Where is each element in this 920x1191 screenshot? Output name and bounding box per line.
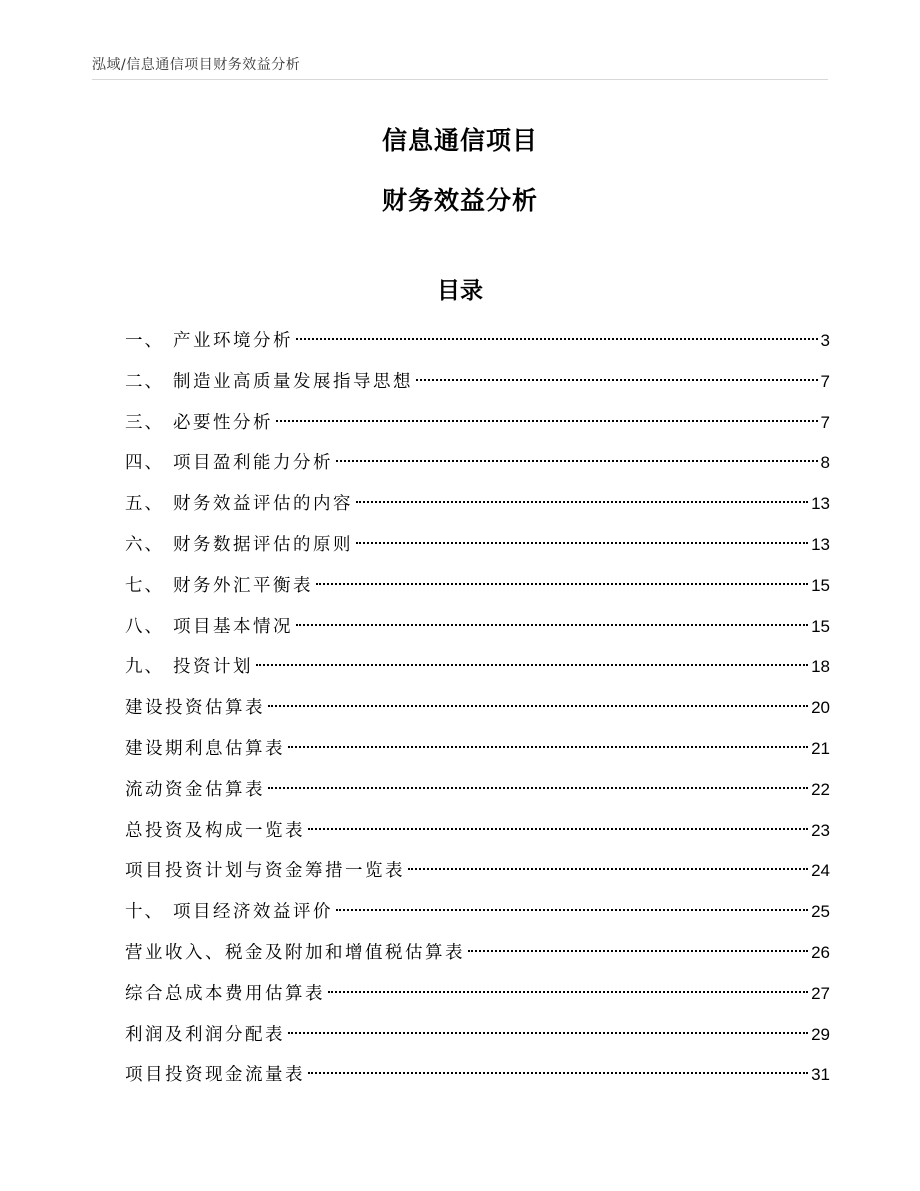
toc-entry-label: 必要性分析 — [173, 412, 273, 433]
toc-entry-label: 项目投资计划与资金筹措一览表 — [125, 861, 405, 882]
toc-dot-leader — [288, 746, 808, 748]
toc-entry[interactable] — [125, 647, 830, 688]
toc-entry-number: 四、 — [125, 453, 164, 474]
toc-entry[interactable] — [125, 892, 830, 933]
toc-dot-leader — [356, 501, 808, 503]
toc-entry-number: 九、 — [125, 657, 164, 678]
toc-dot-leader — [268, 787, 808, 789]
toc-entry-page: 29 — [811, 1024, 830, 1044]
toc-entry-number: 二、 — [125, 371, 164, 392]
toc-entry-page: 31 — [811, 1065, 830, 1085]
toc-dot-leader — [416, 379, 818, 381]
toc-entry-page: 15 — [811, 616, 830, 636]
toc-entry-page: 20 — [811, 698, 830, 718]
toc-entry[interactable] — [125, 770, 830, 811]
document-title-line-1: 信息通信项目 — [381, 126, 538, 155]
toc-entry-label: 流动资金估算表 — [125, 779, 265, 800]
toc-dot-leader — [288, 1032, 808, 1034]
toc-entry-label: 产业环境分析 — [173, 331, 293, 351]
table-of-contents — [125, 321, 830, 1096]
toc-entry[interactable] — [125, 933, 830, 974]
toc-entry-label: 营业收入、税金及附加和增值税估算表 — [125, 942, 465, 963]
toc-entry-page: 27 — [811, 983, 830, 1003]
toc-entry[interactable] — [125, 525, 830, 566]
toc-entry[interactable] — [125, 851, 830, 892]
toc-entry-label: 财务数据评估的原则 — [173, 534, 353, 555]
toc-entry-page: 26 — [811, 942, 830, 962]
toc-entry[interactable] — [125, 688, 830, 729]
toc-entry-number: 七、 — [125, 575, 164, 596]
toc-entry-page: 23 — [811, 820, 830, 840]
toc-entry-page: 21 — [811, 738, 830, 758]
toc-entry-number: 五、 — [125, 494, 164, 515]
toc-heading: 目录 — [437, 278, 483, 304]
toc-entry[interactable] — [125, 362, 830, 403]
toc-entry[interactable] — [125, 484, 830, 525]
toc-entry-page: 25 — [811, 902, 830, 922]
toc-entry-number: 三、 — [125, 412, 164, 433]
toc-entry-label: 项目投资现金流量表 — [125, 1065, 305, 1086]
toc-dot-leader — [336, 909, 808, 911]
toc-dot-leader — [276, 420, 818, 422]
toc-dot-leader — [316, 583, 808, 585]
toc-entry-label: 投资计划 — [173, 657, 253, 678]
toc-entry[interactable] — [125, 811, 830, 852]
toc-entry-page: 7 — [820, 412, 830, 432]
toc-dot-leader — [356, 542, 808, 544]
toc-entry-label: 总投资及构成一览表 — [125, 820, 305, 841]
toc-dot-leader — [256, 664, 808, 666]
toc-entry-label: 财务外汇平衡表 — [173, 575, 313, 596]
toc-dot-leader — [308, 828, 808, 830]
toc-entry-label: 建设投资估算表 — [125, 698, 265, 719]
toc-dot-leader — [468, 950, 808, 952]
toc-entry[interactable] — [125, 974, 830, 1015]
toc-entry-page: 8 — [820, 453, 830, 473]
toc-entry-number: 十、 — [125, 902, 164, 923]
toc-entry-page: 18 — [811, 657, 830, 677]
toc-entry[interactable] — [125, 443, 830, 484]
toc-entry-label: 制造业高质量发展指导思想 — [173, 371, 413, 392]
toc-entry-number: 八、 — [125, 616, 164, 637]
toc-entry-page: 3 — [820, 331, 830, 350]
toc-entry[interactable] — [125, 729, 830, 770]
toc-entry-page: 15 — [811, 575, 830, 595]
document-title-line-2: 财务效益分析 — [381, 186, 538, 215]
toc-entry-label: 项目经济效益评价 — [173, 902, 333, 923]
toc-entry[interactable] — [125, 321, 830, 362]
toc-entry-label: 项目盈利能力分析 — [173, 453, 333, 474]
toc-entry-page: 22 — [811, 779, 830, 799]
toc-entry-page: 24 — [811, 861, 830, 881]
toc-entry[interactable] — [125, 1015, 830, 1056]
toc-entry-label: 项目基本情况 — [173, 616, 293, 637]
toc-entry-page: 7 — [820, 371, 830, 391]
toc-dot-leader — [268, 705, 808, 707]
toc-entry-number: 一、 — [125, 331, 164, 351]
toc-entry-label: 综合总成本费用估算表 — [125, 983, 325, 1004]
toc-entry-page: 13 — [811, 494, 830, 514]
toc-entry-label: 利润及利润分配表 — [125, 1024, 285, 1045]
toc-entry[interactable] — [125, 607, 830, 648]
header-divider — [92, 79, 828, 80]
toc-dot-leader — [336, 460, 818, 462]
toc-dot-leader — [308, 1072, 808, 1074]
toc-entry-label: 财务效益评估的内容 — [173, 494, 353, 515]
toc-entry[interactable] — [125, 566, 830, 607]
toc-dot-leader — [296, 338, 818, 340]
toc-entry-number: 六、 — [125, 534, 164, 555]
toc-dot-leader — [328, 991, 808, 993]
toc-dot-leader — [408, 868, 808, 870]
toc-entry[interactable] — [125, 1055, 830, 1096]
toc-entry-label: 建设期利息估算表 — [125, 738, 285, 759]
toc-entry[interactable] — [125, 403, 830, 444]
toc-entry-page: 13 — [811, 534, 830, 554]
running-header: 泓域/信息通信项目财务效益分析 — [92, 57, 301, 73]
toc-dot-leader — [296, 624, 808, 626]
